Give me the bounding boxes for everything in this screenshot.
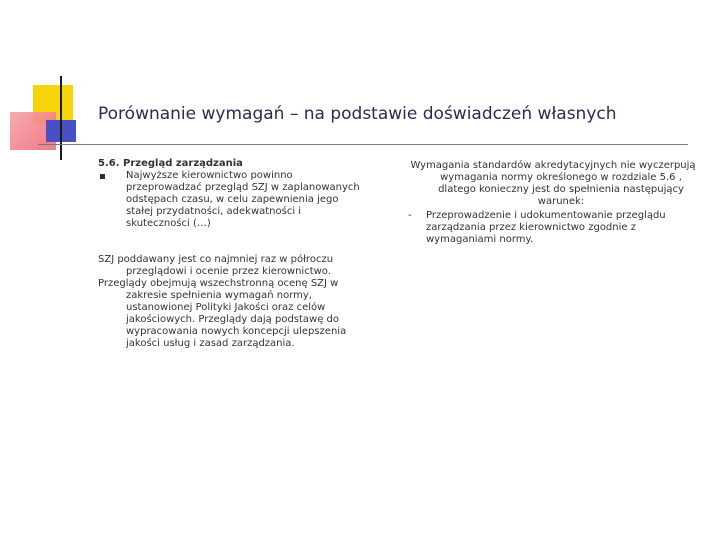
bullet-item [98,170,368,230]
right-column [408,160,698,246]
slide-title: Porównanie wymagań – na podstawie doświadczeń własnych [98,104,617,124]
dash-item-text: Przeprowadzenie i udokumentowanie przeglądu zarządzania przez kierownictwo zgodnie z wymaganiami normy. [426,210,666,245]
square-bullet-icon [100,174,105,179]
section-heading: 5.6. Przegląd zarządzania [98,158,243,169]
paragraph-review-frequency: SZJ poddawany jest co najmniej raz w półroczu przeglądowi i ocenie przez kierownictwo. [98,254,334,277]
title-divider-line [38,144,688,145]
left-column [98,158,368,350]
dash-list-item [408,210,698,246]
decor-vertical-line [60,76,62,160]
paragraph-review-scope: Przeglądy obejmują wszechstronną ocenę SZJ w zakresie spełnienia wymagań normy, ustanowionej Polityki Jakości oraz celów jakościowych. Przeglądy dają podstawę do wypracowania nowych koncepcji ulepszenia jakości usług i zasad zarządzania. [98,278,347,349]
bullet-text: Najwyższe kierownictwo powinno przeprowadzać przegląd SZJ w zaplanowanych odstępach czasu, w celu zapewnienia jego stałej przydatności, adekwatności i skuteczności (…) [126,170,360,229]
requirements-intro: Wymagania standardów akredytacyjnych nie wyczerpują wymagania normy określonego w rozdziale 5.6 , dlatego konieczny jest do spełnienia następujący warunek: [410,160,696,207]
dash-marker: - [408,210,412,221]
